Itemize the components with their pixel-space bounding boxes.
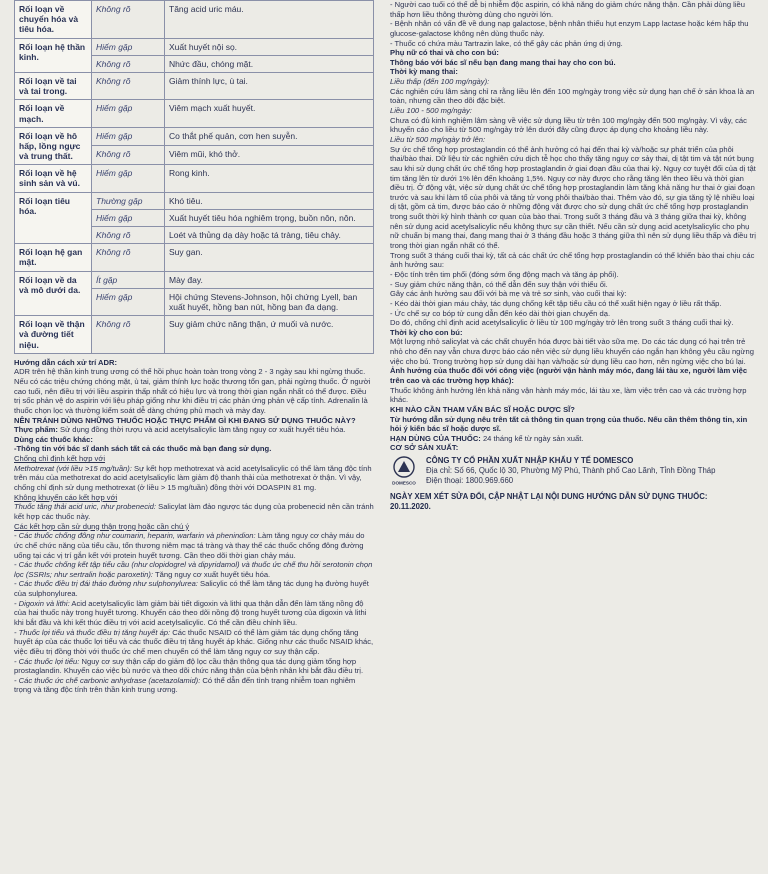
table-row [15,165,374,192]
organ-class-cell: Rối loạn về hô hấp, lồng ngực và trung thất. [15,127,92,165]
anticoag-name: - Các thuốc chống đông như coumarin, heparin, warfarin và phenindion: [14,531,256,541]
preg-notice: Thông báo với bác sĩ nếu bạn đang mang thai hay cho con bú. [390,57,616,67]
adverse-effects-body [15,1,374,354]
frequency-cell: Không rõ [92,1,165,39]
caution-heading: Các kết hợp cần sử dụng thận trọng hoặc cần chú ý [14,521,190,531]
frequency-cell: Không rõ [92,316,165,354]
frequency-cell: Thường gặp [92,192,165,209]
contra-heading: Chống chỉ định kết hợp với [14,454,106,464]
preg-period-heading: Thời kỳ mang thai: [390,67,458,77]
frequency-cell: Hiếm gặp [92,127,165,146]
frequency-cell: Không rõ [92,244,165,271]
third-trim-4: Gây các ảnh hưởng sau đối với bà mẹ và trẻ sơ sinh, vào cuối thai kỳ: [390,289,627,299]
diuretic2-body: Nguy cơ suy thận cấp do giảm độ lọc cầu thận thông qua tác dụng giảm tổng hợp prostaglandin. Khuyến cáo việc bù nước và theo dõi chức năng thận của bệnh nhân khi bắt đầu điều trị. [14,656,364,676]
digoxin-body: Acid acetylsalicylic làm giảm bài tiết digoxin và lithi qua thận dẫn đến làm tăng nồng độ của hai thuốc này trong huyết tương. Khuyến cáo theo dõi nồng độ trong huyết tương của digoxin và lithi khi bắt đầu và khi kết thúc điều trị với acid acetylsalicylic. Có thể cần điều chỉnh liều. [14,598,367,627]
third-trim-6: - Ức chế sự co bóp tử cung dẫn đến kéo dài thời gian chuyển dạ. [390,308,611,318]
organ-class-cell: Rối loạn hệ thần kinh. [15,38,92,72]
frequency-cell: Hiếm gặp [92,100,165,127]
effect-cell: Khó tiêu. [165,192,374,209]
expiry-label: HẠN DÙNG CỦA THUỐC: [390,433,481,443]
adr-heading: Hướng dẫn cách xử trí ADR: [14,357,118,367]
third-trim-5: - Kéo dài thời gian máu chảy, tác dụng chống kết tập tiểu cầu có thể xuất hiện ngay ở liều rất thấp. [390,298,722,308]
uric-body: Salicylat làm đảo ngược tác dụng của probenecid nên cần tránh kết hợp các thuốc này. [14,502,374,521]
diuretic-body: Các thuốc NSAID có thể làm giảm tác dụng chống tăng huyết áp của các thuốc lợi tiểu và các thuốc điều trị tăng huyết áp khác. Giống như các thuốc NSAID khác, việc điều trị đồng thời với thuốc ức chế men chuyển có thể làm tăng nguy cơ suy thận cấp. [14,627,374,656]
effect-cell: Suy giảm chức năng thận, ứ muối và nước. [165,316,374,354]
organ-class-cell: Rối loạn về tai và tai trong. [15,72,92,99]
table-row [15,244,374,271]
mid-dose-label: Liều 100 - 500 mg/ngày: [390,106,472,116]
third-trim-2: - Độc tính trên tim phổi (đóng sớm ống động mạch và tăng áp phổi). [390,269,619,279]
avoid-heading: NÊN TRÁNH DÙNG NHỮNG THUỐC HOẶC THỰC PHẨM GÌ KHI ĐANG SỬ DỤNG THUỐC NÀY? [14,415,356,425]
high-dose-label: Liều từ 500 mg/ngày trở lên: [390,134,486,144]
drive-body: Thuốc không ảnh hưởng lên khả năng vận hành máy móc, lái tàu xe, làm việc trên cao và các trường hợp khác. [390,385,747,405]
mfr-hotline: Điện thoại: 1800.969.660 [426,476,514,486]
adr-body: ADR trên hệ thần kinh trung ương có thể hồi phục hoàn toàn trong vòng 2 - 3 ngày sau khi ngừng thuốc. Nếu có các triệu chứng chóng mặt, ù tai, giảm thính lực hoặc thương tổn gan, phải ngừng thuốc. Ở người cao tuổi, nên điều trị với liều aspirin thấp nhất có hiệu lực và trong thời gian ngắn nhất có thể được. Điều trị sốc phản vệ do aspirin với liệu pháp giống như khi điều trị các phản ứng phản vệ cấp tính. Adrenalin là thuốc chọn lọc và thường kiểm soát dễ dàng chứng phù mạch và mày đay. [14,367,371,415]
organ-class-cell: Rối loạn về hệ sinh sản và vú. [15,165,92,192]
table-row [15,127,374,146]
frequency-cell: Không rõ [92,146,165,165]
revision-date: 20.11.2020. [390,502,431,512]
frequency-cell: Không rõ [92,72,165,99]
revision-block [390,492,756,512]
uric-name: Thuốc tăng thải acid uric, như probenecid: [14,502,157,512]
frequency-cell: Hiếm gặp [92,165,165,192]
table-row [15,271,374,288]
organ-class-cell: Rối loạn về chuyển hóa và tiêu hóa. [15,1,92,39]
preg-heading: Phụ nữ có thai và cho con bú: [390,48,499,58]
left-column [14,0,374,695]
effect-cell: Rong kinh. [165,165,374,192]
logo-text: DOMESCO [392,480,416,486]
mfr-address: Địa chỉ: Số 66, Quốc lộ 30, Phường Mỹ Phú, Thành phố Cao Lãnh, Tỉnh Đồng Tháp [426,466,716,476]
manufacturer-block [390,456,756,486]
right-column [390,0,756,512]
effect-cell: Xuất huyết nội sọ. [165,38,374,55]
mtx-name: Methotrexat (với liều >15 mg/tuần): [14,463,132,473]
high-dose-body: Sự ức chế tổng hợp prostaglandin có thể ảnh hưởng có hại đến thai kỳ và/hoặc sự phát triển của phôi thai/bào thai. Dữ liệu từ các nghiên cứu dịch tễ học cho thấy tăng nguy cơ sảy thai, dị tật tim và tật nứt bụng sau khi sử dụng chất ức chế tổng hợp prostaglandin ở giai đoạn đầu của thai kỳ. Nguy cơ tuyệt đối của dị tật tim tăng lên từ dưới 1% lên đến khoảng 1,5%. Nguy cơ này được cho rằng tăng lên theo liều và thời gian điều trị. Ở động vật, việc sử dụng chất ức chế tổng hợp prostaglandin làm tăng khả năng hư thai ở giai đoạn trước và sau khi làm tổ của phôi và tăng tử vong phôi thai/bào thai. Thêm vào đó, sự gia tăng tỷ lệ nhiều loại dị tật, gồm cả tim, được báo cáo ở những động vật được cho sử dụng chất ức chế tổng hợp prostaglandin trong suốt thời kỳ hình thành cơ quan của bào thai. Trong suốt 3 tháng đầu và 3 tháng giữa thai kỳ, không nên sử dụng acid acetylsalicylic nếu không thực sự cần thiết. Nếu cần sử dụng acid acetylsalicylic cho phụ nữ chuẩn bị mang thai, đang mang thai ở 3 tháng đầu hoặc 3 tháng giữa thì nên sử dụng liều thấp và điều trị trong thời gian ngắn nhất có thể. [390,144,756,251]
frequency-cell: Không rõ [92,55,165,72]
table-row [15,316,374,354]
effect-cell: Loét và thủng dạ dày hoặc tá tràng, tiêu chảy. [165,227,374,244]
effect-cell: Viêm mũi, khó thở. [165,146,374,165]
table-row [15,38,374,55]
cai-body: Có thể dẫn đến tình trạng nhiễm toan nghiêm trọng và tăng độc tính trên thần kinh trung ương. [14,675,356,695]
antiplatelet-name: - Các thuốc chống kết tập tiểu cầu (như clopidogrel và dipyridamol) và thuốc ức chế thu hồi serotonin chọn lọc (SSRIs; như sertralin hoặc paroxetin): [14,560,373,579]
antidiab-body: Salicylic có thể làm tăng tác dụng hạ đường huyết của sulphonylurea. [14,579,369,599]
effect-cell: Mày đay. [165,271,374,288]
domesco-logo-icon [390,456,418,486]
lact-heading: Thời kỳ cho con bú: [390,327,463,337]
lact-body: Một lượng nhỏ salicylat và các chất chuyển hóa được bài tiết vào sữa mẹ. Do các tác dụng có hại trên trẻ nhỏ cho đến nay vẫn chưa được báo cáo nên việc sử dụng liều khuyến cáo ngắn hạn không yêu cầu ngừng việc cho bú. Trong trường hợp sử dụng dài hạn và/hoặc sử dụng liều cao hơn, nên ngừng việc cho bú lại. [390,337,754,366]
frequency-cell: Hiếm gặp [92,38,165,55]
third-trim-1: Trong suốt 3 tháng cuối thai kỳ, tất cả các chất ức chế tổng hợp prostaglandin có thể khiến bào thai chịu các ảnh hưởng sau: [390,250,755,270]
expiry-body: 24 tháng kể từ ngày sản xuất. [480,433,584,443]
digoxin-name: - Digoxin và lithi: [14,598,70,608]
tartrazin-note: - Thuốc có chứa màu Tartrazin lake, có thể gây các phản ứng dị ứng. [390,38,623,48]
consult-body: Từ hướng dẫn sử dụng nêu trên tất cả thông tin quan trọng của thuốc. Nếu cần thêm thông tin, xin hỏi ý kiến bác sĩ hoặc dược sĩ. [390,414,748,434]
frequency-cell: Không rõ [92,227,165,244]
left-text [14,358,374,695]
food-body: Sử dụng đồng thời rượu và acid acetylsalicylic làm tăng nguy cơ xuất huyết tiêu hóa. [57,425,346,435]
effect-cell: Viêm mạch xuất huyết. [165,100,374,127]
mfr-heading: CƠ SỞ SẢN XUẤT: [390,443,459,453]
table-row [15,1,374,39]
adverse-effects-table [14,0,374,354]
effect-cell: Tăng acid uric máu. [165,1,374,39]
cai-name: - Các thuốc ức chế carbonic anhydrase (acetazolamid): [14,675,201,685]
consult-heading: KHI NÀO CẦN THAM VẤN BÁC SĨ HOẶC DƯỢC SĨ? [390,404,575,414]
anticoag-body: Làm tăng nguy cơ chảy máu do ức chế chức năng của tiểu cầu, tổn thương niêm mạc tá tràng và thay thế các thuốc chống đông đường uống tại các vị trí gắn kết với protein huyết tương. Cần theo dõi thời gian chảy máu. [14,531,365,560]
diuretic2-name: - Các thuốc lợi tiểu: [14,656,80,666]
table-row [15,72,374,99]
frequency-cell: Hiếm gặp [92,209,165,226]
effect-cell: Co thắt phế quản, cơn hen suyễn. [165,127,374,146]
other-drugs-notice: -Thông tin với bác sĩ danh sách tất cả các thuốc mà bạn đang sử dụng. [14,444,272,454]
low-dose-body: Các nghiên cứu lâm sàng chỉ ra rằng liều lên đến 100 mg/ngày trong việc sử dụng hạn chế ở sản khoa là an toàn, nhưng cần theo dõi đặc biệt. [390,86,755,106]
effect-cell: Suy gan. [165,244,374,271]
domesco-logo [390,456,418,486]
revision-label: NGÀY XEM XÉT SỬA ĐỔI, CẬP NHẬT LẠI NỘI DUNG HƯỚNG DẪN SỬ DỤNG THUỐC: [390,492,708,502]
notrec-heading: Không khuyến cáo kết hợp với [14,492,118,502]
antidiab-name: - Các thuốc điều trị đái tháo đường như sulphonylurea: [14,579,198,589]
organ-class-cell: Rối loạn tiêu hóa. [15,192,92,244]
effect-cell: Nhức đầu, chóng mặt. [165,55,374,72]
elderly-note: - Người cao tuổi có thể dễ bị nhiễm độc aspirin, có khả năng do giảm chức năng thận. Cần phải dùng liều thấp hơn liều thông thường dùng cho người lớn. [390,0,745,19]
antiplatelet-body: Tăng nguy cơ xuất huyết tiêu hóa. [153,569,271,579]
organ-class-cell: Rối loạn hệ gan mật. [15,244,92,271]
diuretic-name: - Thuốc lợi tiểu và thuốc điều trị tăng huyết áp: [14,627,171,637]
effect-cell: Giảm thính lực, ù tai. [165,72,374,99]
organ-class-cell: Rối loạn về thận và đường tiết niệu. [15,316,92,354]
drive-heading: Ảnh hưởng của thuốc đối với công việc (người vận hành máy móc, đang lái tàu xe, người làm việc trên cao và các trường hợp khác): [390,366,748,385]
frequency-cell: Ít gặp [92,271,165,288]
third-trim-7: Do đó, chống chỉ định acid acetylsalicylic ở liều từ 100 mg/ngày trở lên trong suốt 3 tháng cuối thai kỳ. [390,318,734,328]
effect-cell: Xuất huyết tiêu hóa nghiêm trọng, buồn nôn, nôn. [165,209,374,226]
organ-class-cell: Rối loạn về da và mô dưới da. [15,271,92,316]
third-trim-3: - Suy giảm chức năng thận, có thể dẫn đến suy thận với thiểu ối. [390,279,608,289]
galactose-note: - Bệnh nhân có vấn đề về dung nạp galactose, bệnh nhân thiếu hụt enzym Lapp lactase hoặc kém hấp thu glucose-galactose không nên dùng thuốc này. [390,19,749,38]
table-row [15,100,374,127]
organ-class-cell: Rối loạn về mạch. [15,100,92,127]
mtx-body: Sự kết hợp methotrexat và acid acetylsalicylic có thể làm tăng độc tính trên máu của methotrexat do acid acetylsalicylic làm giảm độ thanh thải của methotrexat ở thận. Vì vậy, chống chỉ định sử dụng methotrexat (ở liều > 15 mg/tuần) đồng thời với DOASPIN 81 mg. [14,463,372,493]
effect-cell: Hội chứng Stevens-Johnson, hội chứng Lyell, ban xuất huyết, hồng ban nút, hồng ban đa dạng. [165,288,374,315]
food-label: Thực phẩm: [14,425,58,435]
other-drugs-heading: Dùng các thuốc khác: [14,434,93,444]
frequency-cell: Hiếm gặp [92,288,165,315]
table-row [15,192,374,209]
low-dose-label: Liều thấp (đến 100 mg/ngày): [390,77,490,87]
mfr-name: CÔNG TY CỔ PHẦN XUẤT NHẬP KHẨU Y TẾ DOMESCO [426,456,634,466]
mid-dose-body: Chưa có đủ kinh nghiệm lâm sàng về việc sử dụng liều từ trên 100 mg/ngày đến 500 mg/ngày. Vì vậy, các khuyến cáo cho liều từ 500 mg/ngày trở lên dưới đây cũng được áp dụng cho khoảng liều này. [390,115,747,135]
